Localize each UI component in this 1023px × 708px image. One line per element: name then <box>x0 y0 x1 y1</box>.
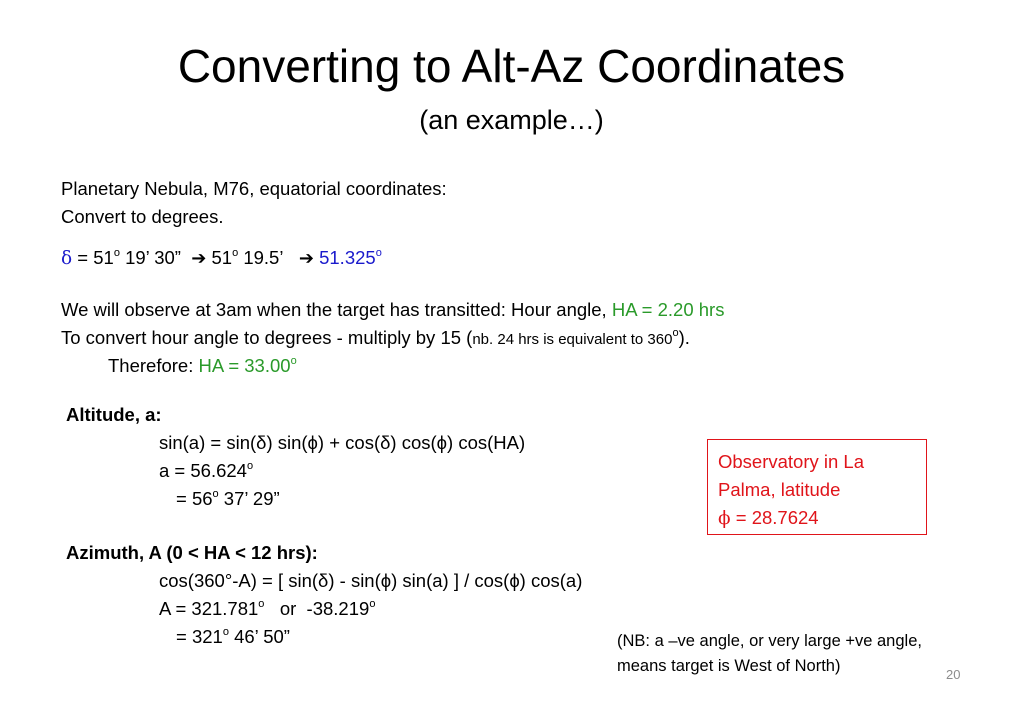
phi-symbol: ϕ <box>718 508 731 529</box>
azimuth-formula: cos(360°-A) = [ sin(δ) - sin(ϕ) sin(a) ] / cos(ϕ) cos(a) <box>159 570 583 591</box>
intro-line-2: Convert to degrees. <box>61 206 224 227</box>
azimuth-result-dms: = $321^o$ 46’ 50” <box>176 626 290 647</box>
altitude-heading: Altitude, a: <box>66 404 162 425</box>
declination-conversion <box>61 246 382 271</box>
conversion-note: nb. 24 hrs is equivalent to 360$^o$ <box>472 327 679 348</box>
delta-symbol: δ <box>61 248 73 269</box>
note-line-2: means target is West of North) <box>617 657 841 675</box>
altitude-result-decimal: $a = 56.624^o$ <box>159 460 254 481</box>
page-number: 20 <box>946 667 961 682</box>
altitude-result-dms: = $56^o$ 37’ 29” <box>176 488 280 509</box>
declination-decimal: 51.325$^o$ <box>319 247 382 268</box>
observatory-line-1: Observatory in La <box>718 451 865 472</box>
altitude-formula: sin(a) = sin(δ) sin(ϕ) + cos(δ) cos(ϕ) cos(HA) <box>159 432 526 453</box>
hour-angle-hrs: HA = 2.20 hrs <box>611 299 725 320</box>
azimuth-heading: Azimuth, A (0 < HA < 12 hrs): <box>66 542 318 563</box>
arrow-icon: ➔ <box>191 248 207 268</box>
slide-title: Converting to Alt-Az Coordinates <box>177 40 846 92</box>
observatory-box <box>707 439 927 535</box>
note-line-1: (NB: a –ve angle, or very large +ve angle, <box>617 632 922 650</box>
hour-angle-line: We will observe at 3am when the target has transitted: Hour angle, HA = 2.20 hrs <box>61 299 725 320</box>
observatory-latitude: ϕ = 28.7624 <box>718 507 819 529</box>
declination-dm: 51$^o$ 19.5’ <box>211 247 284 268</box>
hour-angle-degrees-line: Therefore: HA = $33.00^o$ <box>108 355 297 376</box>
arrow-icon: ➔ <box>298 248 314 268</box>
hour-angle-conversion-line: To convert hour angle to degrees - multiply by 15 (nb. 24 hrs is equivalent to 360$^o$). <box>61 327 690 348</box>
hour-angle-degrees: HA = $33.00^o$ <box>198 355 297 376</box>
declination-dms: = $51^o$ 19’ 30” <box>77 247 181 268</box>
intro-line-1: Planetary Nebula, M76, equatorial coordinates: <box>61 178 447 199</box>
observatory-line-2: Palma, latitude <box>718 479 841 500</box>
slide-subtitle: (an example…) <box>419 105 604 135</box>
azimuth-result-decimal: $A = 321.781^o$ or -38.219$^o$ <box>159 598 376 619</box>
